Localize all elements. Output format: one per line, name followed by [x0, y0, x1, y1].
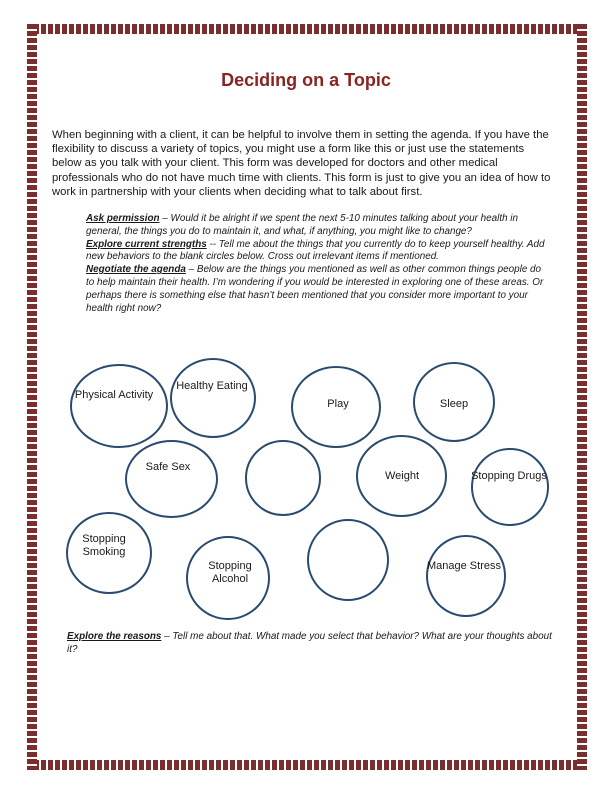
step-negotiate-agenda — [86, 264, 552, 315]
topic-label-safe-sex: Safe Sex — [145, 461, 191, 473]
topic-label-weight: Weight — [384, 470, 420, 482]
explore-reasons — [67, 630, 552, 656]
topic-label-stopping-smoking: Stopping Smoking — [82, 533, 126, 558]
border-left — [27, 24, 37, 770]
topic-circle-physical-activity[interactable] — [70, 364, 168, 448]
topic-label-manage-stress: Manage Stress — [427, 560, 501, 572]
intro-paragraph: When beginning with a client, it can be helpful to involve them in setting the agenda. If you have the flexibility to discuss a variety of topics, you might use a form like this or just use the statements below as you talk with your client. This form was developed for doctors and other medical professionals who do not have much time with clients. This form is just to give you an idea of how to work in partnership with your clients when deciding what to talk about first. — [52, 129, 551, 198]
step-ask-permission — [86, 213, 552, 239]
topic-circle-manage-stress[interactable] — [426, 535, 506, 617]
topic-circle-blank-2[interactable] — [307, 519, 389, 601]
topic-circle-stopping-drugs[interactable] — [471, 448, 549, 526]
topic-label-sleep: Sleep — [439, 398, 469, 410]
topic-circle-healthy-eating[interactable] — [170, 358, 256, 438]
step-text: -- Tell me about the things that you currently do to keep yourself healthy. Add new behaviors to the blank circles below. Cross out irrelevant items if mentioned. — [86, 238, 545, 263]
step-label: Negotiate the agenda — [86, 264, 186, 276]
step-label: Explore current strengths — [86, 238, 207, 250]
topic-label-physical-activity: Physical Activity — [74, 389, 154, 401]
topic-circle-blank-1[interactable] — [245, 440, 321, 516]
topic-circle-safe-sex[interactable] — [125, 440, 218, 518]
topic-label-play: Play — [327, 398, 349, 410]
step-label: Ask permission — [86, 213, 160, 224]
step-text: – Would it be alright if we spent the next 5-10 minutes talking about your health in general, the things you do to maintain it, and what, if anything, you might like to change? — [86, 213, 518, 237]
reasons-label: Explore the reasons — [67, 631, 162, 642]
topic-label-healthy-eating: Healthy Eating — [176, 380, 248, 392]
topic-label-stopping-drugs: Stopping Drugs — [471, 470, 547, 482]
topic-label-stopping-alcohol: Stopping Alcohol — [208, 560, 252, 585]
step-text: – Below are the things you mentioned as well as other common things people do to help maintain their health. I’m wondering if you would be interested in exploring one of these areas. Or perhaps there is something else that hasn’t been mentioned that you consider more important to your health right now? — [86, 264, 544, 314]
page-title: Deciding on a Topic — [221, 70, 391, 90]
border-top — [27, 24, 587, 34]
reasons-text: – Tell me about that. What made you select that behavior? What are your thoughts about it? — [67, 631, 552, 655]
step-explore-strengths — [86, 239, 552, 265]
agenda-steps — [86, 213, 552, 315]
border-bottom — [27, 760, 587, 770]
border-right — [577, 24, 587, 770]
